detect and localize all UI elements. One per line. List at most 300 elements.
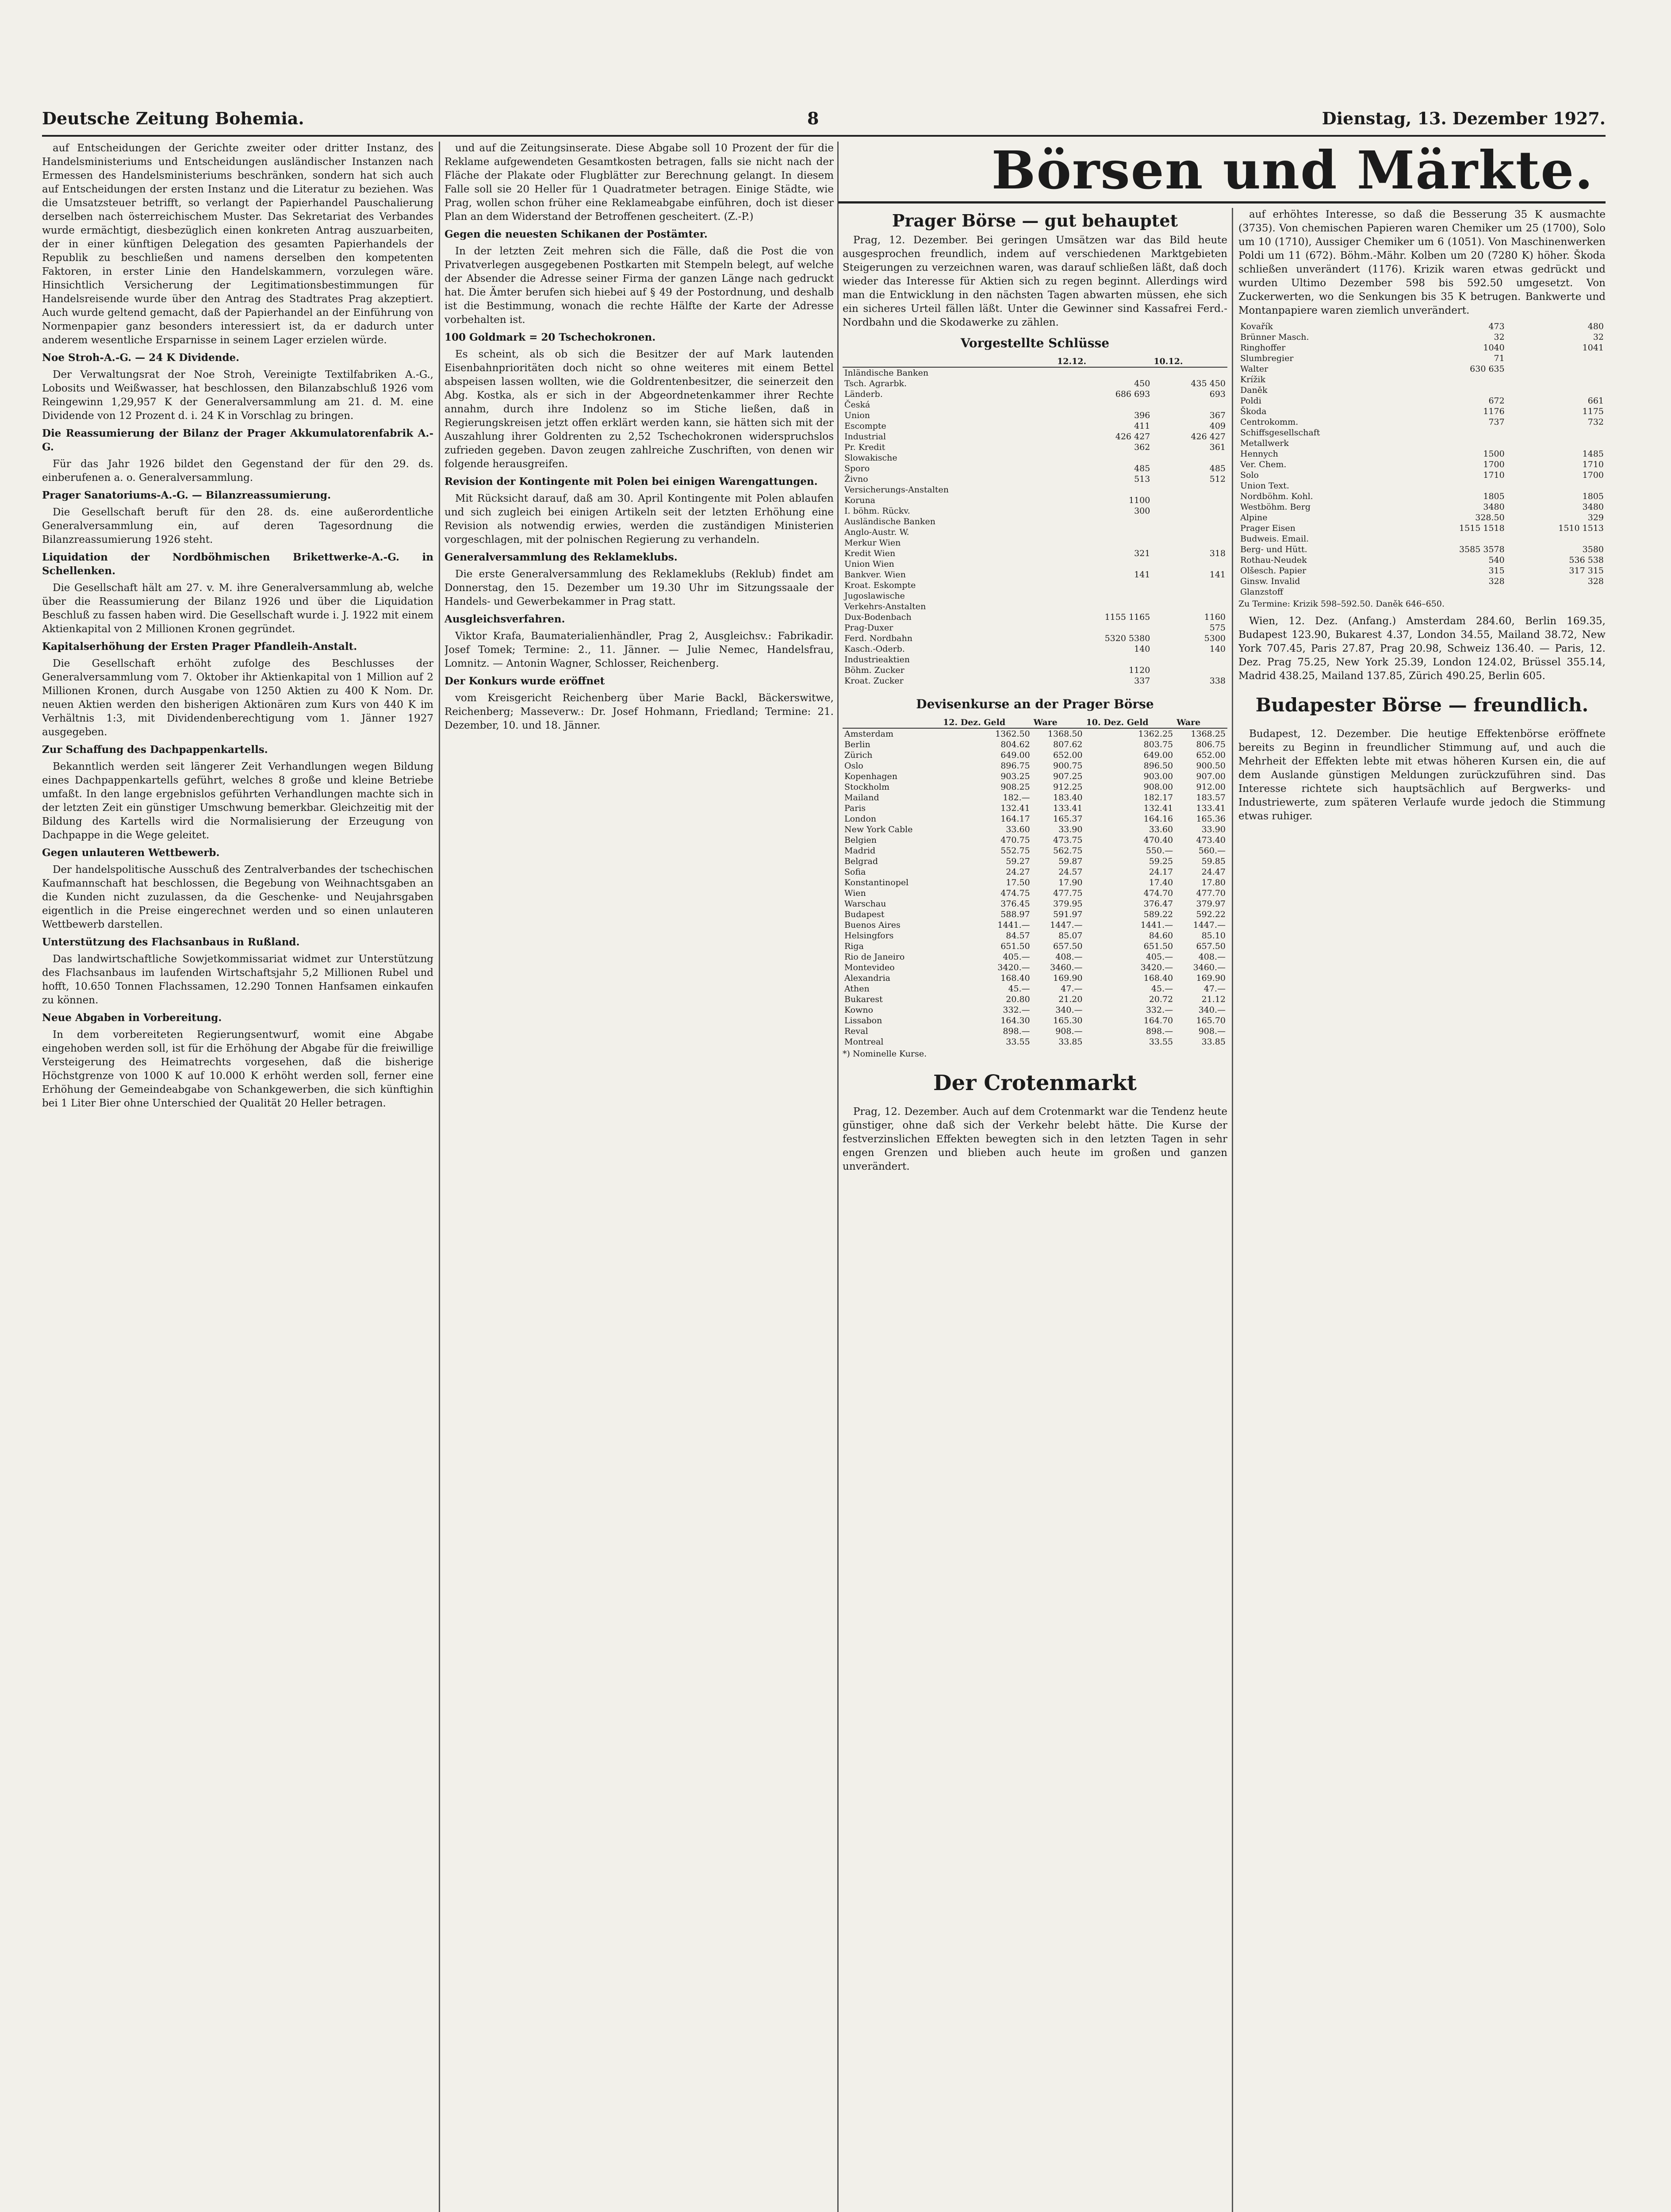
table-cell: 405.—: [1146, 952, 1173, 962]
row-label: Sporo: [844, 464, 870, 473]
table-cell: 907.25: [1053, 772, 1083, 781]
table-cell: 85.10: [1201, 931, 1226, 941]
table-cell: 485: [1209, 464, 1226, 473]
table-cell: [1152, 538, 1227, 548]
page-header: [42, 108, 1606, 131]
table-cell: 898.—: [1146, 1026, 1173, 1036]
row-label: Centrokomm.: [1240, 417, 1299, 427]
table-cell: 552.75: [1000, 846, 1030, 856]
table-cell: 33.85: [1058, 1037, 1083, 1047]
row-label: Slowakische: [844, 453, 897, 463]
column-header: 12. Dez. Geld: [941, 717, 1032, 728]
table-cell: 165.37: [1053, 814, 1083, 824]
table-cell: 321: [1134, 549, 1150, 558]
table-cell: 540: [1488, 555, 1505, 565]
row-label: Industrial: [844, 432, 886, 442]
table-cell: 900.75: [1053, 761, 1083, 771]
article-heading: Zur Schaffung des Dachpappenkartells.: [42, 744, 268, 756]
table-cell: 59.25: [1149, 856, 1173, 866]
table-cell: 649.00: [1000, 750, 1030, 760]
foreign-exchange-report: Wien, 12. Dez. (Anfang.) Amsterdam 284.60, Berlin 169.35, Budapest 123.90, Bukarest 4.37, London 34.55, Mailand 38.72, New York 707.45, Paris 27.87, Prag 20.98, Schweiz 136.40. — Paris, 12. Dez. Prag 75.25, New York 25.39, London 124.02, Brüssel 355.14, Madrid 438.25, Mailand 137.85, Zürich 490.25, Berlin 605.: [1238, 615, 1606, 682]
table-cell: 473.40: [1196, 835, 1226, 845]
table-cell: 33.85: [1201, 1037, 1226, 1047]
table-cell: 85.07: [1058, 931, 1083, 941]
table-cell: 737: [1488, 417, 1505, 427]
table-row: [843, 845, 1227, 856]
table-cell: 480: [1587, 322, 1604, 331]
table-cell: 337: [1134, 676, 1150, 686]
table-row: [843, 548, 1227, 559]
table-row: [1238, 438, 1606, 449]
table-cell: 133.41: [1053, 803, 1083, 813]
table-cell: [1055, 601, 1152, 612]
table-cell: 550.—: [1146, 846, 1173, 856]
row-label: Dux-Bodenbach: [844, 612, 912, 622]
table-title-devisen: Devisenkurse an der Prager Börse: [916, 697, 1154, 711]
article-paragraph: Es scheint, als ob sich die Besitzer der auf Mark lautenden Eisenbahnprioritäten doch nicht so ohne weiteres mit einem Bettel abspeisen lassen wollten, wie die Goldrentenbesitzer, die seinerzeit den Abg. Kostka, als er sich in der Abgeordnetenkammer ihrer Rechte annahm, durch ihre Indolenz so im Stiche ließen, daß in Regierungskreisen jetzt offen erklärt werden kann, sie hätten sich mit der Auszahlung ihrer Goldrenten zu 2,52 Tschechokronen widerspruchslos zufrieden gegeben. Davon zeugen zahlreiche Zuschriften, von denen wir folgende herausgreifen.: [445, 349, 834, 470]
table-cell: 165.30: [1053, 1016, 1083, 1025]
table-row: [843, 665, 1227, 676]
table-cell: 908.00: [1143, 782, 1173, 792]
table-row: [1238, 565, 1606, 576]
table-cell: [1152, 665, 1227, 676]
table-cell: 652.00: [1053, 750, 1083, 760]
table-cell: 898.—: [1003, 1026, 1030, 1036]
row-label: Bankver. Wien: [844, 570, 906, 580]
table-row: [843, 484, 1227, 495]
article-heading: Kapitalserhöhung der Ersten Prager Pfandleih-Anstalt.: [42, 641, 357, 653]
table-row: [1238, 512, 1606, 523]
issue-date: Dienstag, 13. Dezember 1927.: [1322, 108, 1606, 128]
table-row: [1238, 449, 1606, 459]
column-4: [1238, 208, 1606, 2212]
row-label: Rio de Janeiro: [844, 952, 905, 962]
table-cell: [1152, 399, 1227, 410]
row-label: Kopenhagen: [844, 772, 897, 781]
table-cell: [1055, 527, 1152, 538]
table-cell: [1506, 374, 1606, 385]
table-row: [1238, 523, 1606, 534]
section-title-prager-boerse: Prager Börse — gut behauptet: [892, 211, 1178, 230]
table-cell: 340.—: [1198, 1005, 1226, 1015]
row-label: Belgien: [844, 835, 877, 845]
table-cell: [1055, 367, 1152, 378]
table-cell: 59.87: [1058, 856, 1083, 866]
column-header: 10.12.: [1152, 356, 1227, 367]
table-cell: 450: [1134, 379, 1150, 388]
table-cell: 33.55: [1006, 1037, 1030, 1047]
row-label: Berlin: [844, 740, 870, 749]
table-cell: 24.47: [1201, 867, 1226, 877]
table-row: [1238, 491, 1606, 502]
table-row: [1238, 544, 1606, 555]
table-cell: 630 635: [1470, 364, 1505, 374]
table-row: [843, 612, 1227, 622]
row-label: Kredit Wien: [844, 549, 896, 558]
table-cell: 5320 5380: [1104, 634, 1150, 643]
table-row: [843, 941, 1227, 952]
row-label: Konstantinopel: [844, 878, 909, 887]
table-cell: 183.40: [1053, 793, 1083, 803]
table-cell: [1407, 480, 1506, 491]
table-cell: 804.62: [1000, 740, 1030, 749]
table-cell: 329: [1587, 513, 1604, 522]
table-row: [843, 421, 1227, 431]
table-cell: 33.60: [1006, 825, 1030, 834]
table-cell: [1407, 587, 1506, 597]
row-label: I. böhm. Rückv.: [844, 506, 910, 516]
table-cell: 903.25: [1000, 772, 1030, 781]
table-cell: 575: [1209, 623, 1226, 633]
table-row: [843, 952, 1227, 962]
table-cell: [1055, 591, 1152, 601]
table-row: [843, 410, 1227, 421]
article-paragraph: Viktor Krafa, Baumaterialienhändler, Prag 2, Ausgleichsv.: Fabrikadir. Josef Tomek; Termine: 2., 11. Jänner. — Julie Nemec, Handelsfrau, Lomnitz. — Antonin Wagner, Schlosser, Reichenberg.: [445, 630, 834, 669]
article-paragraph: und auf die Zeitungsinserate. Diese Abgabe soll 10 Prozent der für die Reklame aufgewendeten Gesamtkosten betragen, falls sie nicht nach der Fläche der Plakate oder Flugblätter zur Berechnung gelangt. In diesem Falle soll sie 20 Heller für 1 Quadratmeter betragen. Einige Städte, wie Prag, wollen schon früher eine Reklameabgabe einführen, doch ist dieser Plan an dem Widerstand der Betroffenen gescheitert. (Z.-P.): [445, 142, 834, 223]
table-row: [843, 622, 1227, 633]
table-cell: 435 450: [1191, 379, 1226, 388]
table-row: [843, 389, 1227, 399]
table-cell: 1441.—: [1140, 920, 1173, 930]
table-cell: 912.00: [1196, 782, 1226, 792]
table-row: [843, 750, 1227, 760]
row-label: Bukarest: [844, 995, 883, 1004]
table-cell: 1176: [1483, 407, 1505, 416]
table-cell: 318: [1209, 549, 1226, 558]
table-cell: 84.57: [1006, 931, 1030, 941]
table-cell: 409: [1209, 421, 1226, 431]
table-cell: 1441.—: [997, 920, 1030, 930]
row-label: Kovařík: [1240, 322, 1273, 331]
row-label: Olšesch. Papier: [1240, 566, 1307, 576]
table-row: [843, 930, 1227, 941]
article-paragraph: Die Gesellschaft beruft für den 28. ds. eine außerordentliche Generalversammlung ein, auf deren Tagesordnung die Bilanzreassumierung 1926 steht.: [42, 507, 433, 545]
column-header: 12.12.: [1055, 356, 1152, 367]
table-cell: 164.70: [1143, 1016, 1173, 1025]
table-row: [843, 538, 1227, 548]
table-cell: 912.25: [1053, 782, 1083, 792]
table-cell: 396: [1134, 411, 1150, 420]
row-label: Alpine: [1240, 513, 1268, 522]
article-paragraph: In der letzten Zeit mehren sich die Fälle, daß die Post die von Privatverlegen ausgegebenen Postkarten mit Stempeln belegt, auf welche der Absender die Adresse seiner Firma der ganzen Länge nach gedruckt hat. Die Ämter berufen sich hiebei auf § 49 der Postordnung, und deshalb ist die Bestimmung, wonach die rechte Hälfte der Karte der Adresse vorbehalten ist.: [445, 246, 834, 326]
table-cell: 47.—: [1061, 984, 1083, 994]
row-label: Montreal: [844, 1037, 884, 1047]
table-cell: [1506, 587, 1606, 597]
table-cell: 411: [1134, 421, 1150, 431]
table-cell: 168.40: [1143, 973, 1173, 983]
table-cell: 3580: [1582, 545, 1604, 554]
table-cell: 474.70: [1143, 888, 1173, 898]
row-label: Brünner Masch.: [1240, 332, 1309, 342]
table-cell: 908.25: [1000, 782, 1030, 792]
table-row: [843, 453, 1227, 463]
table-cell: 141: [1209, 570, 1226, 580]
table-cell: 183.57: [1196, 793, 1226, 803]
table-cell: 1368.50: [1047, 729, 1083, 739]
table-cell: 140: [1134, 644, 1150, 654]
table-cell: [1152, 654, 1227, 665]
row-label: Kasch.-Oderb.: [844, 644, 905, 654]
table-row: [843, 591, 1227, 601]
table-cell: 182.—: [1003, 793, 1030, 803]
table-cell: 1700: [1483, 460, 1505, 469]
column-2: [445, 142, 834, 2212]
row-label: London: [844, 814, 877, 824]
row-label: Prager Eisen: [1240, 523, 1295, 533]
row-label: Merkur Wien: [844, 538, 901, 548]
table-cell: 17.80: [1201, 878, 1226, 887]
row-label: Pr. Kredit: [844, 442, 885, 452]
table-cell: 33.55: [1149, 1037, 1173, 1047]
table-cell: 315: [1488, 566, 1505, 576]
table-row: [843, 580, 1227, 591]
table-cell: [1506, 427, 1606, 438]
table-cell: 1100: [1128, 495, 1150, 505]
article-paragraph: vom Kreisgericht Reichenberg über Marie Backl, Bäckerswitwe, Reichenberg; Masseverw.: Dr. Josef Hohmann, Friedland; Termine: 21. Dezember, 10. und 18. Jänner.: [445, 692, 834, 731]
table-cell: 17.40: [1149, 878, 1173, 887]
table-cell: 1500: [1483, 449, 1505, 459]
table-cell: [1506, 364, 1606, 374]
table-cell: 328: [1587, 576, 1604, 586]
table-cell: 536 538: [1569, 555, 1604, 565]
table-row: [843, 601, 1227, 612]
table-cell: 1368.25: [1191, 729, 1226, 739]
table-cell: [1152, 580, 1227, 591]
table-cell: 165.36: [1196, 814, 1226, 824]
table-cell: 379.97: [1196, 899, 1226, 909]
row-label: Ausländische Banken: [844, 517, 936, 526]
table-cell: 1160: [1204, 612, 1226, 622]
table-cell: 560.—: [1198, 846, 1226, 856]
row-label: Jugoslawische: [844, 591, 905, 601]
table-cell: 672: [1488, 396, 1505, 406]
column-3: [843, 208, 1227, 2212]
table-row: [843, 920, 1227, 930]
table-cell: [1055, 516, 1152, 527]
table-cell: [1055, 559, 1152, 569]
row-label: Oslo: [844, 761, 863, 771]
table-cell: 900.50: [1196, 761, 1226, 771]
row-label: Westböhm. Berg: [1240, 502, 1311, 512]
table-cell: [1506, 534, 1606, 544]
table-cell: 33.60: [1149, 825, 1173, 834]
row-label: Belgrad: [844, 856, 878, 866]
row-label: Union Wien: [844, 559, 894, 569]
table-cell: 1155 1165: [1104, 612, 1150, 622]
table-row: [843, 463, 1227, 474]
row-label: Böhm. Zucker: [844, 665, 904, 675]
table-cell: 1041: [1582, 343, 1604, 353]
row-label: Berg- und Hütt.: [1240, 545, 1307, 554]
table-cell: 477.70: [1196, 888, 1226, 898]
row-label: Ringhoffer: [1240, 343, 1286, 353]
row-label: Ginsw. Invalid: [1240, 576, 1300, 586]
table-cell: 59.85: [1201, 856, 1226, 866]
table-row: [843, 633, 1227, 644]
row-label: Živno: [844, 474, 868, 484]
table-row: [843, 367, 1227, 378]
column-header: Ware: [1032, 717, 1085, 728]
row-label: Slumbregier: [1240, 353, 1294, 363]
table-cell: 1710: [1483, 470, 1505, 480]
budapest-report: Budapest, 12. Dezember. Die heutige Effektenbörse eröffnete bereits zu Beginn in freundlicher Stimmung auf, und auch die Mehrheit der Effekten lebte mit etwas höheren Kursen ein, die auf dem Auslande günstigen Meldungen zurückzuführen sind. Das Interesse richtete sich hauptsächlich auf Bergwerks- und Industriewerte, zum späteren Verlaufe wurde jedoch die Stimmung etwas ruhiger.: [1238, 728, 1606, 822]
row-label: New York Cable: [844, 825, 913, 834]
table-row: [843, 728, 1227, 739]
table-cell: [1506, 353, 1606, 364]
row-label: Helsingfors: [844, 931, 894, 941]
table-cell: 661: [1587, 396, 1604, 406]
table-cell: 485: [1134, 464, 1150, 473]
table-row: [843, 399, 1227, 410]
table-cell: [1055, 622, 1152, 633]
row-label: Zürich: [844, 750, 873, 760]
table-cell: 470.75: [1000, 835, 1030, 845]
table-row: [843, 431, 1227, 442]
table-cell: 3420.—: [1140, 963, 1173, 972]
table-row: [1238, 427, 1606, 438]
table-cell: 1120: [1128, 665, 1150, 675]
article-paragraph: Mit Rücksicht darauf, daß am 30. April Kontingente mit Polen ablaufen und sich zugleich bei einigen Artikeln seit der letzten Erhöhung eine Revision als notwendig erwies, werden die zuständigen Ministerien vorgeschlagen, mit der polnischen Regierung zu verhandeln.: [445, 493, 834, 545]
article-paragraph: auf Entscheidungen der Gerichte zweiter oder dritter Instanz, des Handelsministeriums und Entscheidungen ausländischer Instanzen nach Ermessen des Handelsministeriums beschränken, sondern hat sich auch auf Entscheidungen der ersten Instanz und die Literatur zu beziehen. Was die Umsatzsteuer betrifft, so verlangt der Papierhandel Pauschalierung derselben nach österreichischem Muster. Das Sekretariat des Verbandes wurde ermächtigt, diesbezüglich einen konkreten Antrag auszuarbeiten, der in einer künftigen Delegation des gesamten Papierhandels der Republik zu beschließen und namens derselben den kompetenten Faktoren, in erster Linie den Handelskammern, vorzulegen wäre. Hinsichtlich Versicherung der Legitimationsbestimmungen für Handelsreisende wurde über den Antrag des Stadtrates Prag akzeptiert. Auch wurde geltend gemacht, daß der Papierhandel an der Einführung von Normenpapier ganz besonders interessiert ist, da er dadurch unter anderem wesentliche Ersparnisse in seinem Lager erzielen würde.: [42, 142, 433, 346]
column-1: [42, 142, 433, 2212]
table-row: [843, 792, 1227, 803]
article-paragraph: Die erste Generalversammlung des Reklameklubs (Reklub) findet am Donnerstag, den 15. Dezember um 19.30 Uhr im Sitzungssaale der Handels- und Gewerbekammer in Prag statt.: [445, 568, 834, 607]
table-cell: 164.17: [1000, 814, 1030, 824]
table-cell: 17.90: [1058, 878, 1083, 887]
row-label: Kroat. Zucker: [844, 676, 904, 686]
table-cell: 328.50: [1475, 513, 1505, 522]
table-cell: 3460.—: [1193, 963, 1226, 972]
article-paragraph: Der Verwaltungsrat der Noe Stroh, Vereinigte Textilfabriken A.-G., Lobosits und Weißwasser, hat beschlossen, den Bilanzabschluß 1926 vom Reingewinn 1,29,957 K der Generalversammlung am 21. d. M. eine Dividende von 12 Prozent d. i. 24 K in Vorschlag zu bringen.: [42, 369, 433, 422]
table-cell: 426 427: [1115, 432, 1150, 442]
table-cell: 1510 1513: [1558, 523, 1604, 533]
table-cell: [1055, 484, 1152, 495]
table-cell: 907.00: [1196, 772, 1226, 781]
stock-table-2: [1238, 321, 1606, 597]
table-cell: [1055, 654, 1152, 665]
table-row: [843, 803, 1227, 814]
table-cell: 20.72: [1149, 995, 1173, 1004]
table-cell: 376.45: [1000, 899, 1030, 909]
row-label: Kroat. Eskompte: [844, 580, 916, 590]
currency-table: [843, 717, 1227, 1047]
table-cell: 806.75: [1196, 740, 1226, 749]
row-label: Nordböhm. Kohl.: [1240, 492, 1313, 501]
table-cell: [1152, 527, 1227, 538]
article-paragraph: Die Gesellschaft erhöht zufolge des Beschlusses der Generalversammlung vom 7. Oktober ihr Aktienkapital von 1 Million auf 2 Millionen Kronen, durch Ausgabe von 1250 Aktien zu 400 K Nom. Dr. neuen Aktien werden den bisherigen Aktionären zum Kurs von 440 K im Verhältnis 1:3, mit Dividendenberechtigung vom 1. Jänner 1927 ausgegeben.: [42, 658, 433, 738]
row-label: Schiffsgesellschaft: [1240, 428, 1320, 438]
row-label: Wien: [844, 888, 866, 898]
table-row: [843, 994, 1227, 1005]
table-cell: 896.50: [1143, 761, 1173, 771]
table-cell: 651.50: [1000, 941, 1030, 951]
table-cell: 513: [1134, 474, 1150, 484]
row-label: Budweis. Email.: [1240, 534, 1309, 544]
market-report-continued: auf erhöhtes Interesse, so daß die Besserung 35 K ausmachte (3735). Von chemischen Papieren waren Chemiker um 25 (1700), Solo um 10 (1710), Aussiger Chemiker um 6 (1051). Von Maschinenwerken Poldi um 11 (672). Böhm.-Mähr. Kolben um 20 (7280 K) höher. Škoda schließen unverändert (1176). Krizik waren etwas gedrückt und wurden Ultimo Dezember 598 bis 592.50 umgesetzt. Von Zuckerwerten, wo die Senkungen bis 35 K betrugen. Bankwerte und Montanpapiere waren ziemlich unverändert.: [1238, 209, 1606, 316]
article-heading: Noe Stroh-A.-G. — 24 K Dividende.: [42, 352, 240, 364]
table-cell: [1152, 516, 1227, 527]
table-cell: 1710: [1582, 460, 1604, 469]
table-row: [843, 760, 1227, 771]
article-paragraph: Der handelspolitische Ausschuß des Zentralverbandes der tschechischen Kaufmannschaft hat beschlossen, die Begebung von Weihnachtsgaben an die Kunden nicht zuzulassen, da die Geschenke- und Neujahrsgaben eigentlich in die Preise eingerechnet werden und so einen unlauteren Wettbewerb darstellen.: [42, 864, 433, 930]
column-header: [843, 717, 941, 728]
table-cell: 169.90: [1053, 973, 1083, 983]
table-row: [843, 824, 1227, 835]
table-cell: [1152, 591, 1227, 601]
table-cell: [1407, 534, 1506, 544]
table-row: [843, 739, 1227, 750]
article-heading: Gegen unlauteren Wettbewerb.: [42, 847, 220, 859]
article-heading: Revision der Kontingente mit Polen bei einigen Warengattungen.: [445, 476, 818, 488]
table-cell: 182.17: [1143, 793, 1173, 803]
table-cell: 1700: [1582, 470, 1604, 480]
table-cell: 1175: [1582, 407, 1604, 416]
table-row: [1238, 470, 1606, 480]
table-cell: 3480: [1582, 502, 1604, 512]
row-label: Ver. Chem.: [1240, 460, 1287, 469]
table-row: [843, 559, 1227, 569]
table-row: [843, 442, 1227, 453]
table-cell: 1447.—: [1050, 920, 1083, 930]
table-cell: 470.40: [1143, 835, 1173, 845]
column-header: 10. Dez. Geld: [1085, 717, 1175, 728]
section-masthead: Börsen und Märkte.: [991, 139, 1594, 201]
table-cell: 474.75: [1000, 888, 1030, 898]
table-cell: 473.75: [1053, 835, 1083, 845]
table-cell: 24.57: [1058, 867, 1083, 877]
table-cell: 71: [1494, 353, 1505, 363]
table-cell: 20.80: [1006, 995, 1030, 1004]
table-cell: 512: [1209, 474, 1226, 484]
row-label: Krížik: [1240, 375, 1265, 384]
table-cell: [1055, 453, 1152, 463]
table-cell: [1506, 480, 1606, 491]
article-heading: Liquidation der Nordböhmischen Brikettwerke-A.-G. in Schellenken.: [42, 551, 433, 577]
page-number: 8: [807, 108, 819, 128]
table-row: [1238, 576, 1606, 587]
table-row: [843, 782, 1227, 792]
table-cell: 1805: [1582, 492, 1604, 501]
table-cell: 408.—: [1055, 952, 1083, 962]
row-label: Solo: [1240, 470, 1259, 480]
row-label: Reval: [844, 1026, 868, 1036]
market-report: Prag, 12. Dezember. Bei geringen Umsätzen war das Bild heute ausgesprochen freundlich, indem auf verschiedenen Marktgebieten Steigerungen zu verzeichnen waren, was darauf schließen läßt, daß doch wieder das Interesse für Aktien sich zu regen beginnt. Allerdings wird man die Entwicklung in den nächsten Tagen abwarten müssen, ehe sich ein sicheres Urteil fällen läßt. Unter die Gewinner sind Kassafrei Ferd.-Nordbahn und die Skodawerke zu zählen.: [843, 234, 1227, 328]
table-row: [843, 516, 1227, 527]
table-cell: 376.47: [1143, 899, 1173, 909]
table-cell: 32: [1593, 332, 1604, 342]
table-row: [843, 909, 1227, 920]
table-cell: 33.90: [1058, 825, 1083, 834]
table-cell: 45.—: [1151, 984, 1173, 994]
table-row: [843, 1015, 1227, 1026]
table-cell: 1485: [1582, 449, 1604, 459]
row-label: Tsch. Agrarbk.: [844, 379, 907, 388]
table-row: [843, 527, 1227, 538]
article-heading: Gegen die neuesten Schikanen der Postämter.: [445, 228, 708, 240]
table-cell: 340.—: [1055, 1005, 1083, 1015]
table-row: [1238, 374, 1606, 385]
table-cell: [1152, 495, 1227, 506]
article-paragraph: Bekanntlich werden seit längerer Zeit Verhandlungen wegen Bildung eines Dachpappenkartells geführt, welches 8 große und kleine Betriebe umfaßt. In den lange ergebnislos geführten Verhandlungen machte sich in der letzten Zeit ein günstiger Umschwung bemerkbar. Gleichzeitig mit der Bildung des Kartells wird die Normalisierung der Erzeugung von Dachpappe in die Wege geleitet.: [42, 761, 433, 841]
table-cell: 807.62: [1053, 740, 1083, 749]
article-heading: Generalversammlung des Reklameklubs.: [445, 551, 678, 563]
table-row: [1238, 406, 1606, 417]
masthead-rule: [838, 201, 1606, 204]
table-cell: 300: [1134, 506, 1150, 516]
table-cell: 328: [1488, 576, 1505, 586]
row-label: Inländische Banken: [844, 368, 929, 378]
article-heading: Prager Sanatoriums-A.-G. — Bilanzreassumierung.: [42, 489, 331, 501]
